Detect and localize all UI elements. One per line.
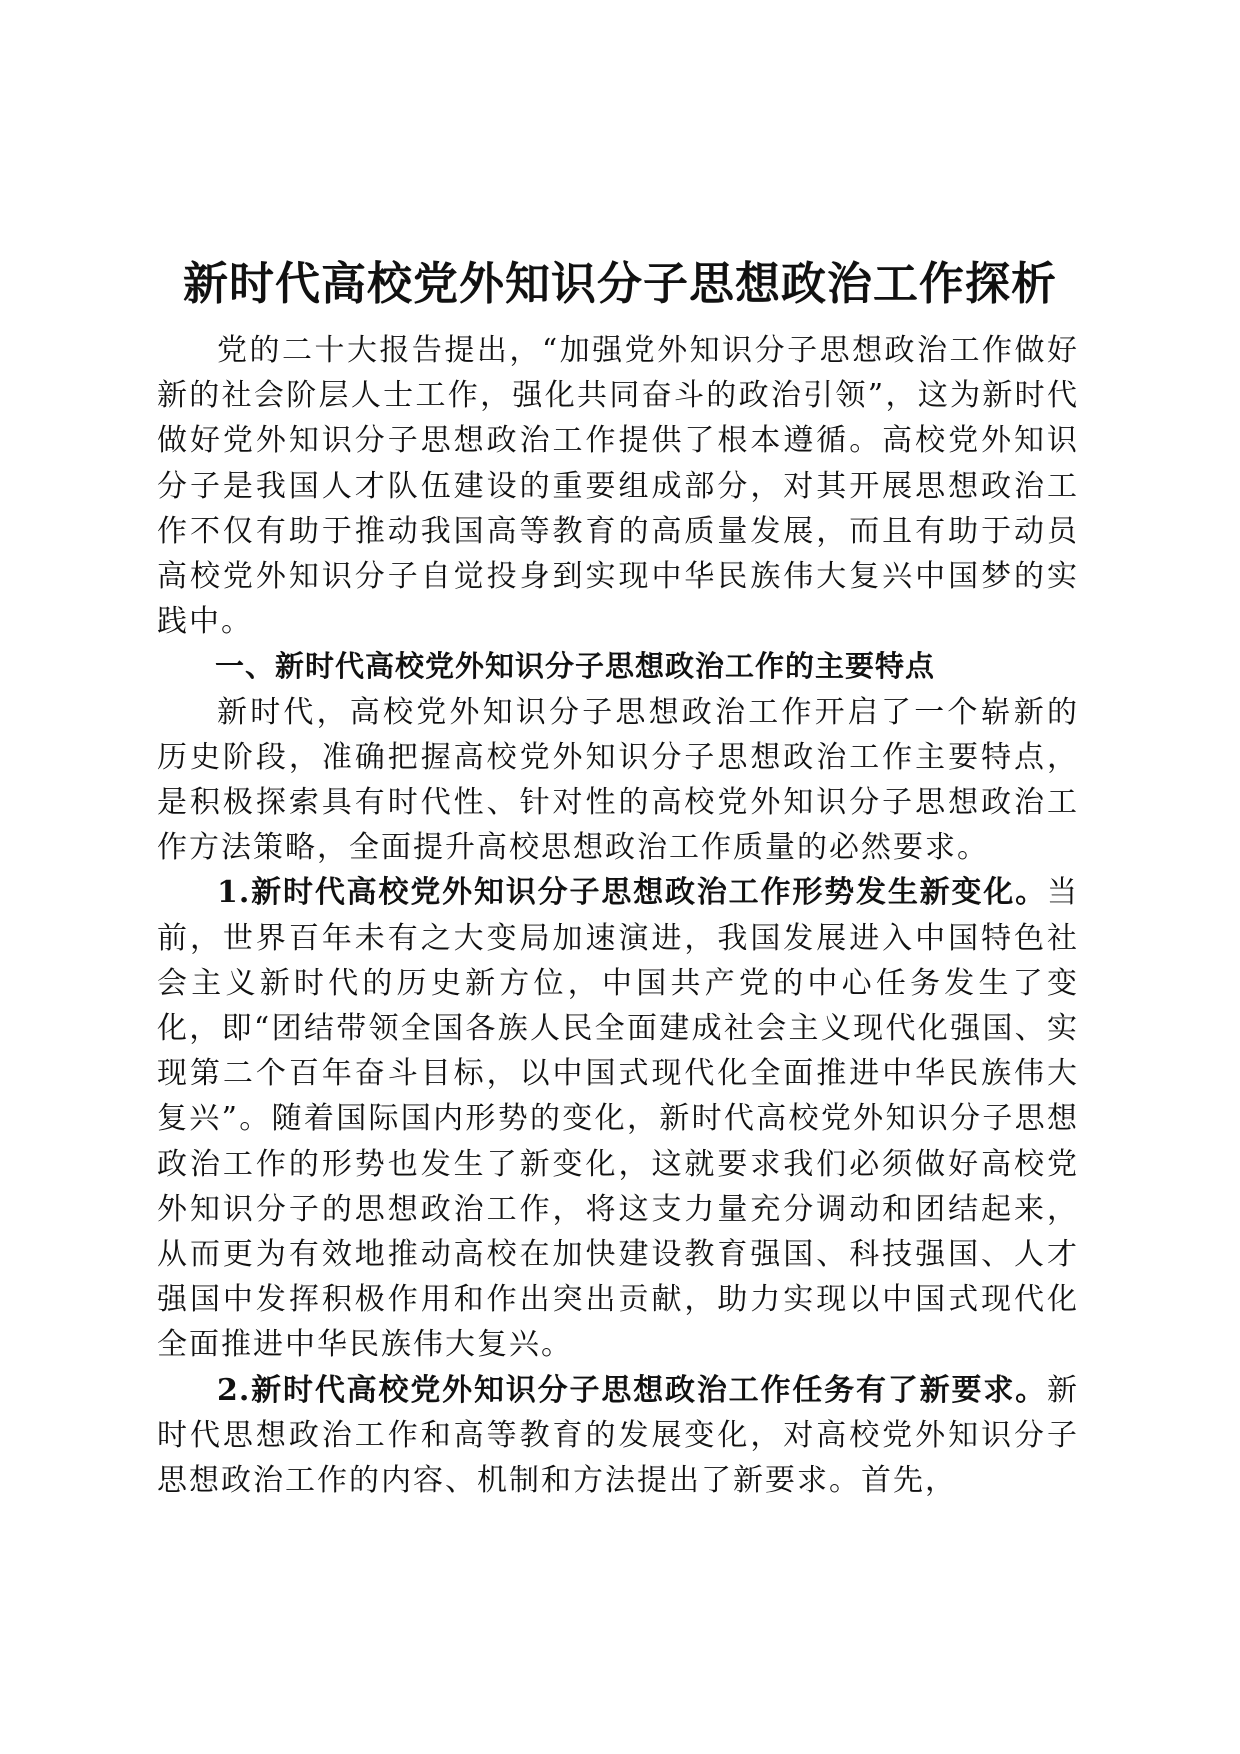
intro-paragraph: 党的二十大报告提出，“加强党外知识分子思想政治工作做好新的社会阶层人士工作，强化共同奋斗的政治引领”，这为新时代做好党外知识分子思想政治工作提供了根本遵循。高校党外知识分子是我国人才队伍建设的重要组成部分，对其开展思想政治工作不仅有助于推动我国高等教育的高质量发展，而且有助于动员高校党外知识分子自觉投身到实现中华民族伟大复兴中国梦的实践中。 bbox=[157, 333, 1079, 640]
point-1-text: 当前，世界百年未有之大变局加速演进，我国发展进入中国特色社会主义新时代的历史新方位，中国共产党的中心任务发生了变化，即“团结带领全国各族人民全面建成社会主义现代化强国、实现第二个百年奋斗目标，以中国式现代化全面推进中华民族伟大复兴”。随着国际国内形势的变化，新时代高校党外知识分子思想政治工作的形势也发生了新变化，这就要求我们必须做好高校党外知识分子的思想政治工作，将这支力量充分调动和团结起来，从而更为有效地推动高校在加快建设教育强国、科技强国、人才强国中发挥积极作用和作出突出贡献，助力实现以中国式现代化全面推进中华民族伟大复兴。 bbox=[157, 875, 1079, 1363]
point-2-paragraph bbox=[157, 1368, 1079, 1504]
document-body bbox=[157, 328, 1079, 1503]
point-2-lead: 2.新时代高校党外知识分子思想政治工作任务有了新要求。 bbox=[217, 1372, 1047, 1408]
point-2-text: 新时代思想政治工作和高等教育的发展变化，对高校党外知识分子思想政治工作的内容、机制和方法提出了新要求。首先， bbox=[157, 1372, 1079, 1499]
section-intro-paragraph: 新时代，高校党外知识分子思想政治工作开启了一个崭新的历史阶段，准确把握高校党外知识分子思想政治工作主要特点，是积极探索具有时代性、针对性的高校党外知识分子思想政治工作方法策略，全面提升高校思想政治工作质量的必然要求。 bbox=[157, 694, 1079, 866]
point-1-paragraph bbox=[157, 870, 1079, 1367]
document-title: 新时代高校党外知识分子思想政治工作探析 bbox=[182, 257, 1057, 310]
section-heading: 一、新时代高校党外知识分子思想政治工作的主要特点 bbox=[215, 649, 936, 684]
point-1-lead: 1.新时代高校党外知识分子思想政治工作形势发生新变化。 bbox=[217, 875, 1047, 911]
